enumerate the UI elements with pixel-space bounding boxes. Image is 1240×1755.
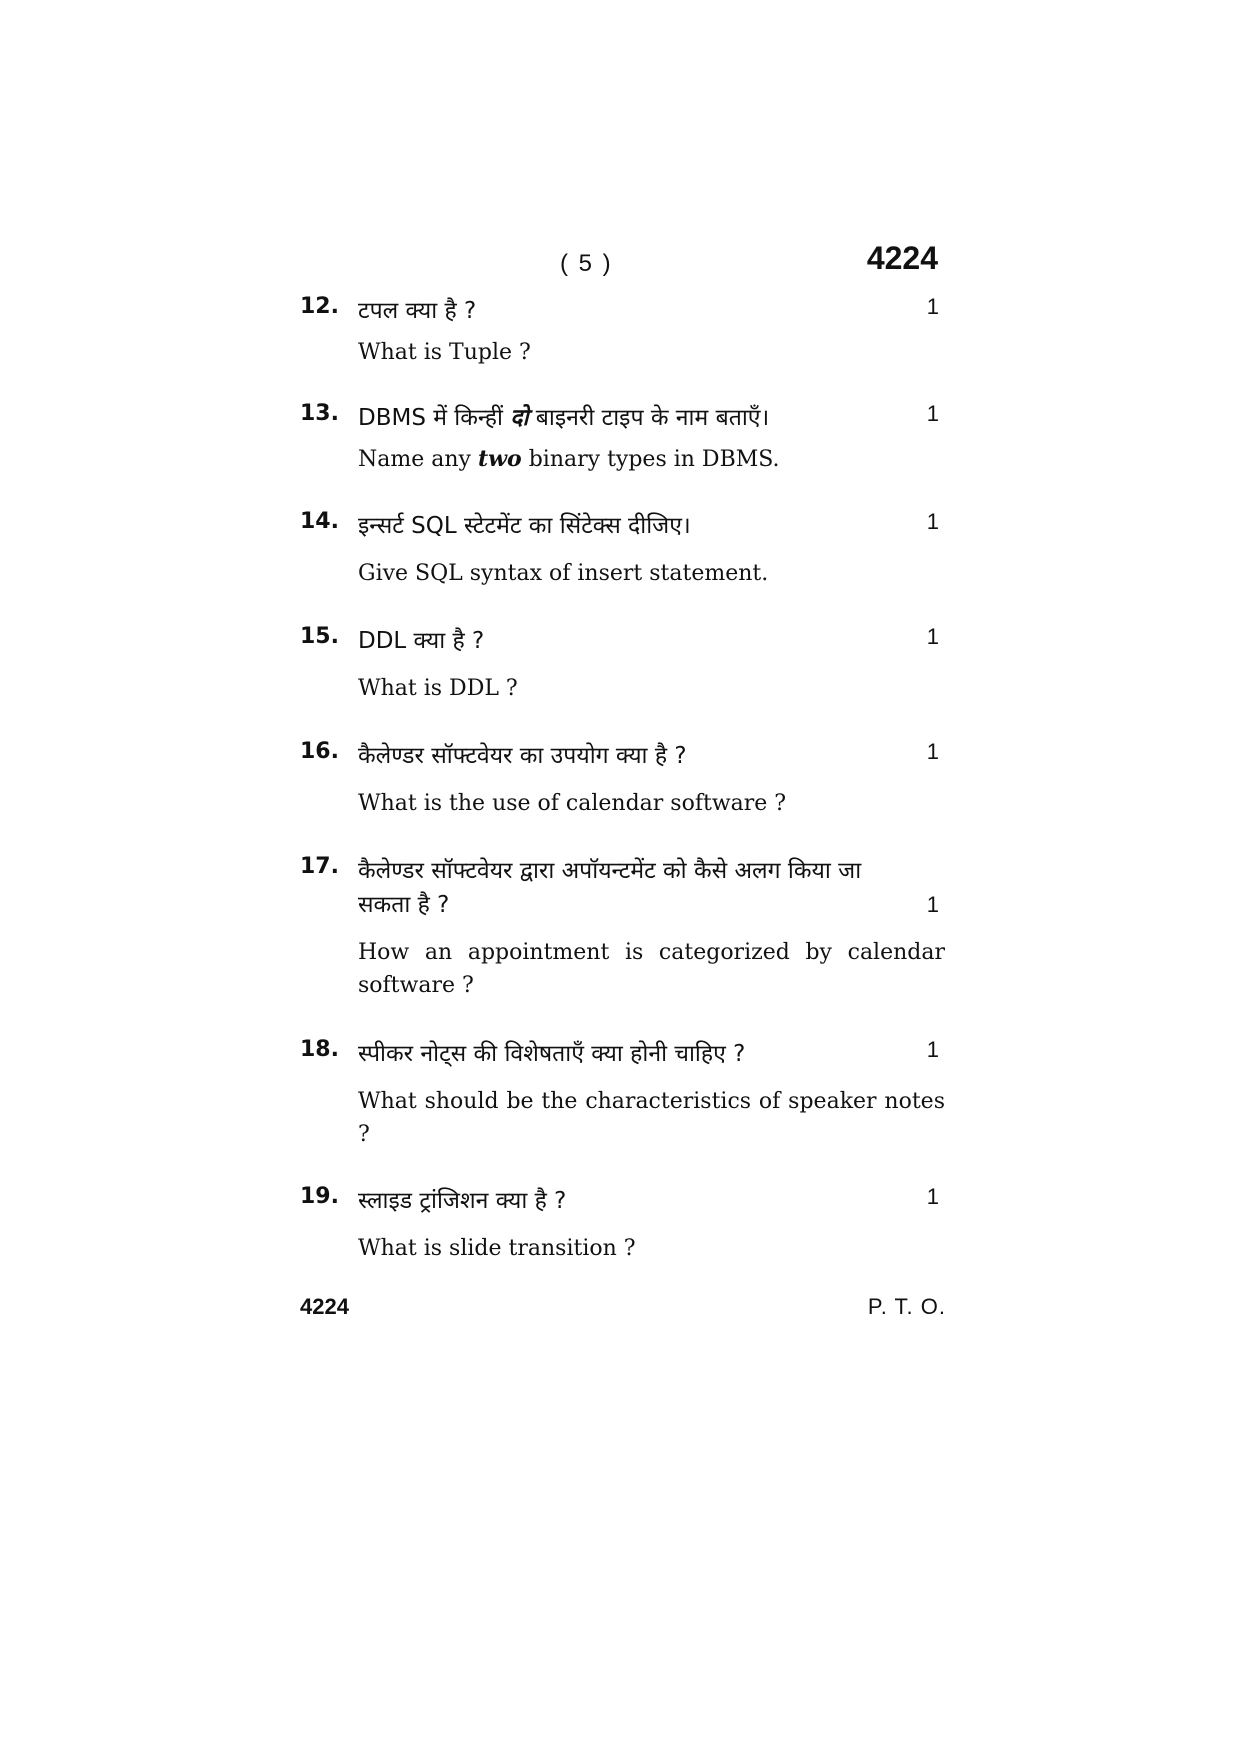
question-13 [300, 401, 945, 476]
question-text-hindi: इन्सर्ट SQL स्टेटमेंट का सिंटेक्स दीजिए। [358, 513, 691, 539]
question-marks: 1 [926, 509, 939, 534]
question-number: 17. [300, 854, 339, 879]
question-text-hindi: DBMS में किन्हीं दो बाइनरी टाइप के नाम बताएँ। [358, 405, 770, 431]
paper-code-footer: 4224 [300, 1294, 349, 1319]
question-number: 12. [300, 294, 339, 319]
question-marks: 1 [926, 739, 939, 764]
paper-code-header: 4224 [866, 240, 938, 276]
question-text-english: Name any two binary types in DBMS. [358, 446, 780, 472]
question-text-hindi: स्लाइड ट्रांजिशन क्या है ? [358, 1188, 567, 1214]
question-number: 18. [300, 1037, 339, 1062]
question-number: 14. [300, 509, 339, 534]
question-text-english: What is DDL ? [358, 676, 518, 701]
question-marks: 1 [926, 624, 939, 649]
question-text-english: What is Tuple ? [358, 340, 531, 365]
question-text-english: What should be the characteristics of speaker notes ? [358, 1089, 945, 1147]
question-number: 16. [300, 739, 339, 764]
question-marks: 1 [926, 892, 939, 917]
question-text-english: Give SQL syntax of insert statement. [358, 561, 769, 586]
question-text-hindi-line2: सकता है ? 1 [358, 888, 945, 922]
question-16 [300, 739, 945, 820]
question-15 [300, 624, 945, 705]
page-number: ( 5 ) [560, 250, 613, 277]
question-12 [300, 294, 945, 369]
question-number: 19. [300, 1184, 339, 1209]
question-18 [300, 1037, 945, 1151]
question-marks: 1 [926, 1037, 939, 1062]
question-text-hindi: टपल क्या है ? [358, 298, 477, 324]
question-17 [300, 854, 945, 1002]
question-text-hindi: DDL क्या है ? [358, 628, 485, 654]
question-marks: 1 [926, 294, 939, 319]
question-marks: 1 [926, 401, 939, 426]
question-text-hindi: कैलेण्डर सॉफ्टवेयर का उपयोग क्या है ? [358, 743, 687, 769]
question-text-english: What is slide transition ? [358, 1236, 636, 1261]
question-number: 15. [300, 624, 339, 649]
question-text-hindi: स्पीकर नोट्स की विशेषताएँ क्या होनी चाहिए ? [358, 1041, 746, 1067]
question-number: 13. [300, 401, 339, 426]
question-marks: 1 [926, 1184, 939, 1209]
question-text-hindi-line1: कैलेण्डर सॉफ्टवेयर द्वारा अपॉयन्टमेंट को कैसे अलग किया जा [358, 858, 862, 884]
emphasis-text: दो [510, 405, 529, 431]
question-text-english: What is the use of calendar software ? [358, 791, 787, 816]
emphasis-text: two [477, 446, 522, 472]
page-turn-over: P. T. O. [867, 1294, 946, 1319]
question-14 [300, 509, 945, 590]
question-text-english: How an appointment is categorized by calendar software ? [358, 940, 945, 998]
question-19 [300, 1184, 945, 1265]
